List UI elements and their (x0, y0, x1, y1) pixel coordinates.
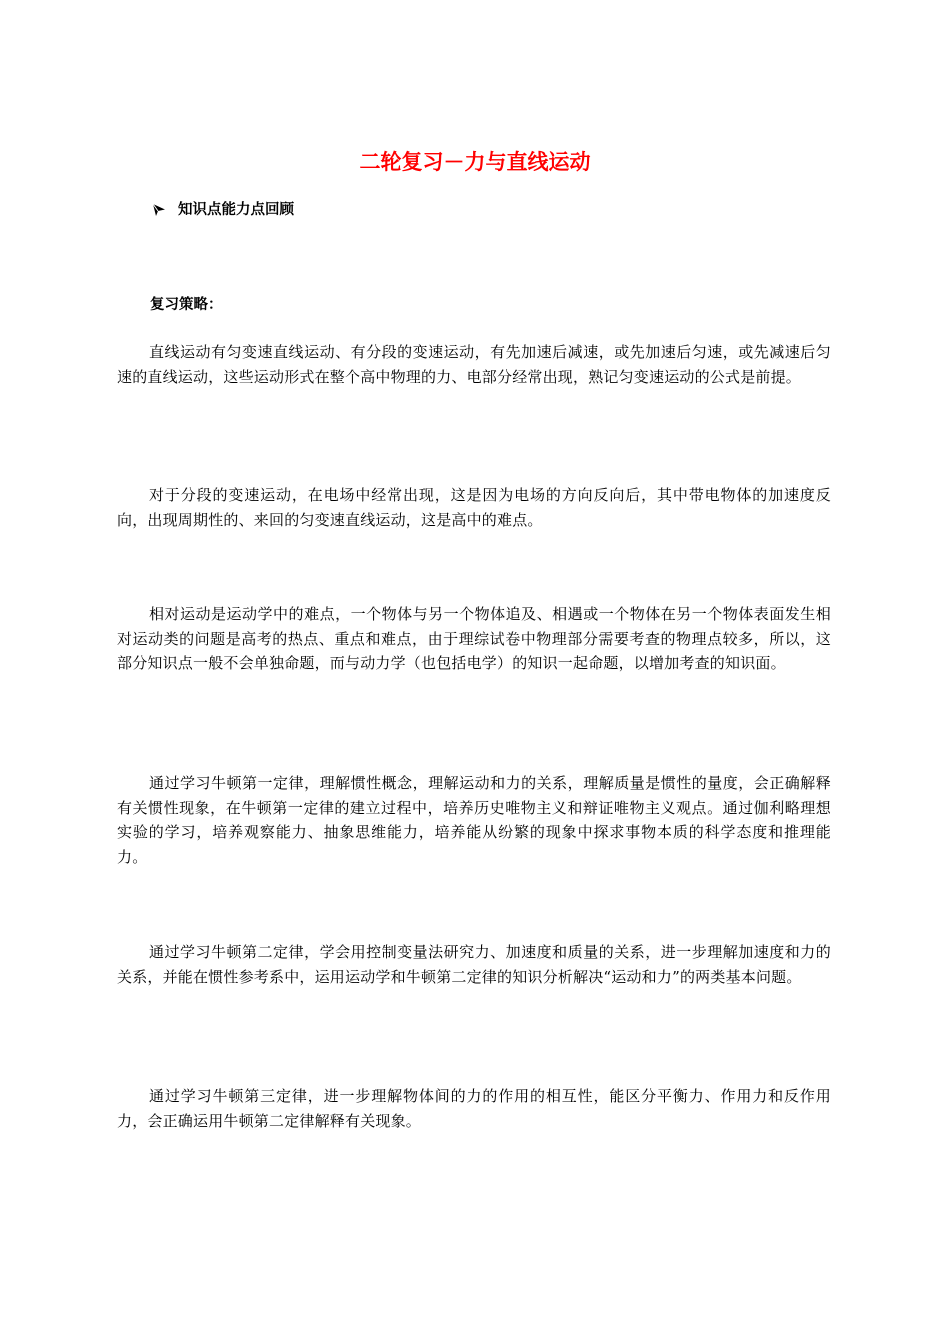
paragraph: 通过学习牛顿第一定律，理解惯性概念，理解运动和力的关系，理解质量是惯性的量度，会正确解释有关惯性现象，在牛顿第一定律的建立过程中，培养历史唯物主义和辩证唯物主义观点。通过伽利略理想实验的学习，培养观察能力、抽象思维能力，培养能从纷繁的现象中探求事物本质的科学态度和推理能力。 (117, 774, 831, 866)
paragraph: 通过学习牛顿第三定律，进一步理解物体间的力的作用的相互性，能区分平衡力、作用力和反作用力，会正确运用牛顿第二定律解释有关现象。 (117, 1087, 831, 1130)
paragraph: 通过学习牛顿第二定律，学会用控制变量法研究力、加速度和质量的关系，进一步理解加速度和力的关系，并能在惯性参考系中，运用运动学和牛顿第二定律的知识分析解决“运动和力”的两类基本问题。 (117, 943, 831, 986)
strategy-label: 复习策略： (150, 297, 223, 313)
section-heading (152, 199, 294, 221)
paragraph: 对于分段的变速运动，在电场中经常出现，这是因为电场的方向反向后，其中带电物体的加速度反向，出现周期性的、来回的匀变速直线运动，这是高中的难点。 (117, 486, 831, 529)
document-title: 二轮复习－力与直线运动 (359, 150, 591, 174)
arrowhead-bullet-icon (152, 203, 166, 217)
section-heading-text: 知识点能力点回顾 (178, 202, 294, 218)
paragraph: 直线运动有匀变速直线运动、有分段的变速运动，有先加速后减速，或先加速后匀速，或先减速后匀速的直线运动，这些运动形式在整个高中物理的力、电部分经常出现，熟记匀变速运动的公式是前提。 (117, 343, 831, 386)
paragraph: 相对运动是运动学中的难点，一个物体与另一个物体追及、相遇或一个物体在另一个物体表面发生相对运动类的问题是高考的热点、重点和难点，由于理综试卷中物理部分需要考查的物理点较多，所以，这部分知识点一般不会单独命题，而与动力学（也包括电学）的知识一起命题，以增加考查的知识面。 (117, 605, 831, 673)
